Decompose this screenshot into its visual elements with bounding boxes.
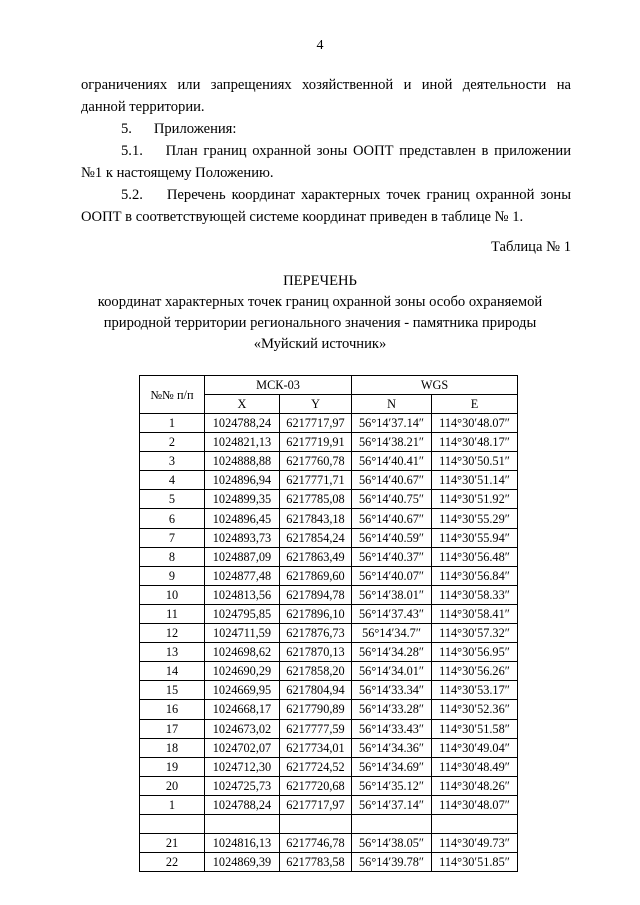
table-cell: 7 <box>140 528 205 547</box>
table-cell: 1024788,24 <box>205 414 280 433</box>
table-cell: 6217746,78 <box>280 834 352 853</box>
table-cell: 1024668,17 <box>205 700 280 719</box>
table-cell: 6217896,10 <box>280 604 352 623</box>
table-cell: 22 <box>140 853 205 872</box>
table-cell: 56°14′34.28″ <box>352 643 432 662</box>
table-cell: 6217785,08 <box>280 490 352 509</box>
table-cell: 1024887,09 <box>205 547 280 566</box>
table-cell: 56°14′37.14″ <box>352 795 432 814</box>
table-cell: 1024698,62 <box>205 643 280 662</box>
table-cell: 1024813,56 <box>205 585 280 604</box>
coordinates-table <box>139 375 518 872</box>
table-row <box>140 662 518 681</box>
table-cell: 6217854,24 <box>280 528 352 547</box>
table-cell: 6217717,97 <box>280 414 352 433</box>
table-row <box>140 795 518 814</box>
paragraph-line: данной территории. <box>81 99 205 115</box>
table-cell: 1024816,13 <box>205 834 280 853</box>
header-y: Y <box>280 395 352 414</box>
table-cell: 1024711,59 <box>205 624 280 643</box>
heading-title: ПЕРЕЧЕНЬ <box>283 273 357 289</box>
table-cell: 1024896,45 <box>205 509 280 528</box>
table-cell <box>280 814 352 833</box>
header-msk03: МСК-03 <box>205 376 352 395</box>
table-cell: 114°30′48.26″ <box>432 776 518 795</box>
table-cell: 6217870,13 <box>280 643 352 662</box>
table-cell <box>432 814 518 833</box>
table-row <box>140 757 518 776</box>
table-cell: 1 <box>140 414 205 433</box>
table-row <box>140 471 518 490</box>
table-cell: 1024712,30 <box>205 757 280 776</box>
table-cell: 21 <box>140 834 205 853</box>
table-cell: 56°14′40.37″ <box>352 547 432 566</box>
table-cell: 1024821,13 <box>205 433 280 452</box>
table-cell: 1024725,73 <box>205 776 280 795</box>
table-cell: 56°14′35.12″ <box>352 776 432 795</box>
table-row <box>140 604 518 623</box>
paragraph-line: 5.2. Перечень координат характерных точек границ охранной зоны <box>121 187 571 203</box>
table-cell: 114°30′58.33″ <box>432 585 518 604</box>
paragraph-line: ограничениях или запрещениях хозяйственной и иной деятельности на <box>81 77 571 93</box>
table-cell: 6217863,49 <box>280 547 352 566</box>
table-cell: 56°14′40.67″ <box>352 509 432 528</box>
table-cell: 3 <box>140 452 205 471</box>
table-cell: 6217720,68 <box>280 776 352 795</box>
paragraph-line: 5.1. План границ охранной зоны ООПТ представлен в приложении <box>121 143 571 159</box>
table-cell: 6217734,01 <box>280 738 352 757</box>
table-cell: 114°30′52.36″ <box>432 700 518 719</box>
table-cell: 56°14′38.21″ <box>352 433 432 452</box>
table-cell: 1024690,29 <box>205 662 280 681</box>
table-cell: 14 <box>140 662 205 681</box>
table-row <box>140 624 518 643</box>
table-cell: 6217790,89 <box>280 700 352 719</box>
table-cell: 114°30′48.17″ <box>432 433 518 452</box>
table-row <box>140 566 518 585</box>
table-cell: 19 <box>140 757 205 776</box>
section-heading: 5. Приложения: <box>121 121 237 137</box>
table-cell: 114°30′56.95″ <box>432 643 518 662</box>
table-row <box>140 719 518 738</box>
table-cell: 114°30′57.32″ <box>432 624 518 643</box>
table-cell: 17 <box>140 719 205 738</box>
table-cell: 12 <box>140 624 205 643</box>
table-cell: 1 <box>140 795 205 814</box>
table-body <box>140 414 518 872</box>
table-cell: 1024788,24 <box>205 795 280 814</box>
table-cell: 56°14′34.01″ <box>352 662 432 681</box>
table-cell: 6217719,91 <box>280 433 352 452</box>
table-row <box>140 509 518 528</box>
table-cell: 114°30′49.04″ <box>432 738 518 757</box>
table-cell <box>140 814 205 833</box>
table-cell: 6217894,78 <box>280 585 352 604</box>
table-row <box>140 585 518 604</box>
table-row <box>140 738 518 757</box>
table-cell: 20 <box>140 776 205 795</box>
table-cell: 1024893,73 <box>205 528 280 547</box>
table-row <box>140 528 518 547</box>
table-cell: 18 <box>140 738 205 757</box>
table-cell <box>352 814 432 833</box>
table-cell: 6 <box>140 509 205 528</box>
table-cell: 9 <box>140 566 205 585</box>
table-cell: 114°30′53.17″ <box>432 681 518 700</box>
table-row <box>140 681 518 700</box>
table-cell: 114°30′48.07″ <box>432 414 518 433</box>
table-cell: 114°30′49.73″ <box>432 834 518 853</box>
table-cell: 13 <box>140 643 205 662</box>
table-cell: 56°14′40.59″ <box>352 528 432 547</box>
table-cell: 56°14′38.01″ <box>352 585 432 604</box>
table-cell: 5 <box>140 490 205 509</box>
header-e: E <box>432 395 518 414</box>
table-cell: 6217777,59 <box>280 719 352 738</box>
header-n: N <box>352 395 432 414</box>
table-cell: 56°14′33.43″ <box>352 719 432 738</box>
heading-line: координат характерных точек границ охранной зоны особо охраняемой <box>97 294 543 310</box>
table-cell: 1024896,94 <box>205 471 280 490</box>
table-cell: 56°14′40.07″ <box>352 566 432 585</box>
table-cell: 114°30′51.14″ <box>432 471 518 490</box>
table-cell: 1024877,48 <box>205 566 280 585</box>
table-cell: 6217717,97 <box>280 795 352 814</box>
heading-line: природной территории регионального значения - памятника природы <box>103 315 537 331</box>
table-cell: 114°30′51.58″ <box>432 719 518 738</box>
table-row <box>140 700 518 719</box>
table-cell: 11 <box>140 604 205 623</box>
table-cell: 10 <box>140 585 205 604</box>
paragraph-line: ООПТ в соответствующей системе координат приведен в таблице № 1. <box>81 209 524 225</box>
table-cell: 114°30′58.41″ <box>432 604 518 623</box>
table-cell: 16 <box>140 700 205 719</box>
table-cell: 6217804,94 <box>280 681 352 700</box>
table-heading <box>60 271 580 355</box>
table-cell: 114°30′50.51″ <box>432 452 518 471</box>
table-cell: 56°14′37.43″ <box>352 604 432 623</box>
table-cell: 114°30′55.29″ <box>432 509 518 528</box>
table-cell: 1024899,35 <box>205 490 280 509</box>
table-cell: 6217858,20 <box>280 662 352 681</box>
table-cell: 56°14′34.7″ <box>352 624 432 643</box>
table-cell: 1024869,39 <box>205 853 280 872</box>
table-cell: 114°30′55.94″ <box>432 528 518 547</box>
table-cell <box>205 814 280 833</box>
table-cell: 114°30′48.07″ <box>432 795 518 814</box>
table-row <box>140 414 518 433</box>
table-row <box>140 643 518 662</box>
table-cell: 8 <box>140 547 205 566</box>
table-cell: 114°30′48.49″ <box>432 757 518 776</box>
table-cell: 1024702,07 <box>205 738 280 757</box>
table-cell: 56°14′33.34″ <box>352 681 432 700</box>
table-cell: 56°14′34.36″ <box>352 738 432 757</box>
table-row <box>140 433 518 452</box>
table-cell: 56°14′39.78″ <box>352 853 432 872</box>
table-cell: 56°14′40.67″ <box>352 471 432 490</box>
table-cell: 114°30′56.48″ <box>432 547 518 566</box>
table-cell: 6217783,58 <box>280 853 352 872</box>
table-row <box>140 853 518 872</box>
table-cell: 6217771,71 <box>280 471 352 490</box>
table-cell: 114°30′51.92″ <box>432 490 518 509</box>
table-row <box>140 834 518 853</box>
table-row <box>140 490 518 509</box>
table-cell: 56°14′33.28″ <box>352 700 432 719</box>
page-number: 4 <box>316 38 324 53</box>
header-x: X <box>205 395 280 414</box>
table-row <box>140 814 518 833</box>
paragraph-line: №1 к настоящему Положению. <box>81 165 274 181</box>
table-cell: 56°14′37.14″ <box>352 414 432 433</box>
table-cell: 56°14′34.69″ <box>352 757 432 776</box>
header-wgs: WGS <box>352 376 518 395</box>
table-cell: 114°30′56.84″ <box>432 566 518 585</box>
table-row <box>140 452 518 471</box>
table-cell: 56°14′40.41″ <box>352 452 432 471</box>
table-cell: 56°14′38.05″ <box>352 834 432 853</box>
table-cell: 1024888,88 <box>205 452 280 471</box>
table-cell: 6217876,73 <box>280 624 352 643</box>
heading-line: «Муйский источник» <box>253 336 387 352</box>
table-cell: 15 <box>140 681 205 700</box>
table-cell: 114°30′56.26″ <box>432 662 518 681</box>
table-cell: 1024795,85 <box>205 604 280 623</box>
table-cell: 6217724,52 <box>280 757 352 776</box>
header-number: №№ п/п <box>140 376 205 414</box>
table-cell: 1024669,95 <box>205 681 280 700</box>
table-cell: 6217760,78 <box>280 452 352 471</box>
table-cell: 4 <box>140 471 205 490</box>
table-row <box>140 547 518 566</box>
table-cell: 114°30′51.85″ <box>432 853 518 872</box>
table-label: Таблица № 1 <box>491 239 571 255</box>
table-row <box>140 776 518 795</box>
table-cell: 6217843,18 <box>280 509 352 528</box>
table-cell: 56°14′40.75″ <box>352 490 432 509</box>
table-cell: 2 <box>140 433 205 452</box>
table-cell: 1024673,02 <box>205 719 280 738</box>
table-cell: 6217869,60 <box>280 566 352 585</box>
